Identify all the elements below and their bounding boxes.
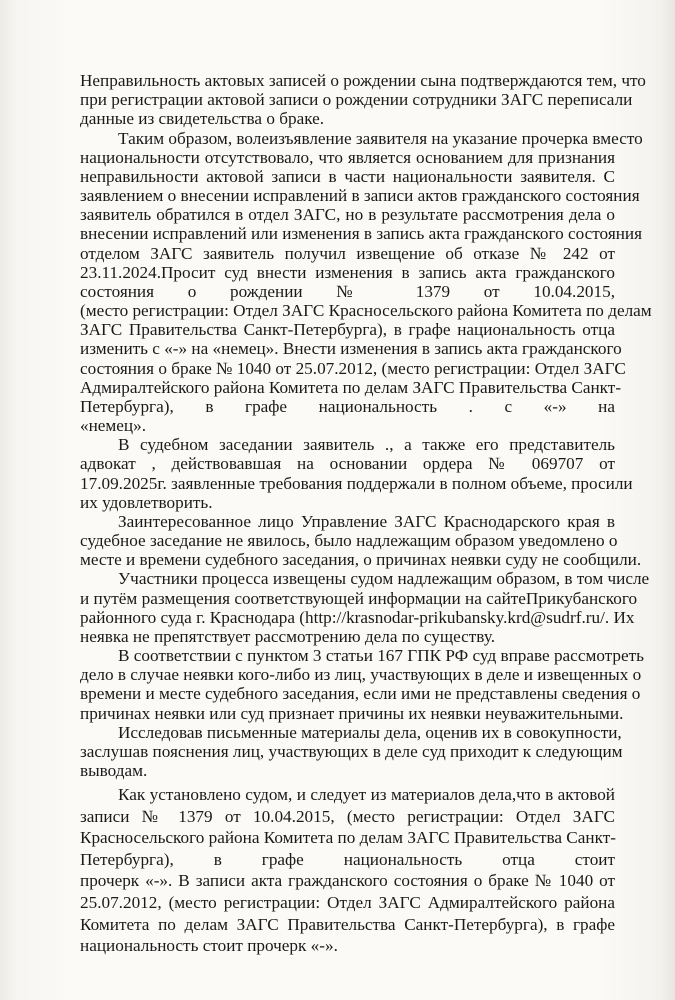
text-line: В соответствии с пунктом 3 статьи 167 ГПК РФ суд вправе рассмотреть xyxy=(118,646,644,665)
text-line: районного суда г. Краснодара (http://krasnodar-prikubansky.krd@sudrf.ru/. Их xyxy=(80,607,635,627)
text-line: Заинтересованное лицо Управление ЗАГС Краснодарского края в xyxy=(118,511,615,531)
text-line: записи № 1379 от 10.04.2015, (место регистрации: Отдел ЗАГС xyxy=(80,806,615,826)
text-line: выводам. xyxy=(80,761,148,780)
text-line: заявлением о внесении исправлений в записи актов гражданского состояния xyxy=(80,186,640,205)
text-line: состояния о рождении № 1379 от 10.04.2015, xyxy=(80,281,615,301)
text-line: (место регистрации: Отдел ЗАГС Красносельского района Комитета по делам xyxy=(80,301,652,320)
text-line: 25.07.2012, (место регистрации: Отдел ЗАГС Адмиралтейского района xyxy=(80,893,615,912)
text-line: Петербурга), в графе национальность отца стоит xyxy=(80,849,615,869)
text-line: Комитета по делам ЗАГС Правительства Санкт-Петербурга), в графе xyxy=(80,914,615,934)
text-line: адвокат , действовавшая на основании ордера № 069707 от xyxy=(80,454,615,474)
text-line: данные из свидетельства о браке. xyxy=(80,109,325,129)
text-line: национальности отсутствовало, что является основанием для признания xyxy=(80,147,615,167)
text-line: заявитель обратился в отдел ЗАГС, но в результате рассмотрения дела о xyxy=(80,205,615,225)
text-line: 23.11.2024.Просит суд внести изменения в запись акта гражданского xyxy=(80,262,615,282)
text-line: судебное заседание не явилось, было надлежащим образом уведомлено о xyxy=(80,531,618,550)
text-line: неправильности актовой записи в части национальности заявителя. С xyxy=(80,166,615,186)
text-line: изменить с «-» на «немец». Внести изменения в запись акта гражданского xyxy=(80,339,622,359)
text-line: прочерк «-». В записи акта гражданского состояния о браке № 1040 от xyxy=(80,871,615,891)
text-line: Петербурга), в графе национальность . с «-» на xyxy=(80,396,615,416)
text-line: Как установлено судом, и следует из материалов дела,что в актовой xyxy=(118,785,615,804)
text-line: Таким образом, волеизъявление заявителя на указание прочерка вместо xyxy=(118,128,643,148)
text-line: Участники процесса извещены судом надлежащим образом, в том числе xyxy=(118,569,650,589)
text-line: времени и месте судебного заседания, если ими не представлены сведения о xyxy=(80,684,641,704)
text-line: заслушав пояснения лиц, участвующих в деле суд приходит к следующим xyxy=(80,741,623,761)
text-line: Красносельского района Комитета по делам ЗАГС Правительства Санкт- xyxy=(80,828,616,848)
text-line: причинах неявки или суд признает причины их неявки неуважительными. xyxy=(80,703,624,723)
text-line: состояния о браке № 1040 от 25.07.2012, (место регистрации: Отдел ЗАГС xyxy=(80,358,626,378)
text-line: «немец». xyxy=(80,416,147,435)
text-line: Адмиралтейского района Комитета по делам ЗАГС Правительства Санкт- xyxy=(80,377,622,397)
text-line: национальность стоит прочерк «-». xyxy=(80,936,338,956)
text-line: отделом ЗАГС заявитель получил извещение об отказе № 242 от xyxy=(80,243,615,263)
text-line: месте и времени судебного заседания, о причинах неявки суду не сообщили. xyxy=(80,550,642,570)
text-line: внесении исправлений или изменения в запись акта гражданского состояния xyxy=(80,224,643,244)
text-line: В судебном заседании заявитель ., а также его представитель xyxy=(118,435,615,455)
text-line: Неправильность актовых записей о рождении сына подтверждаются тем, что xyxy=(80,71,646,90)
text-line: дело в случае неявки кого-либо из лиц, участвующих в деле и извещенных о xyxy=(80,665,642,685)
text-line: при регистрации актовой записи о рождении сотрудники ЗАГС переписали xyxy=(80,90,633,110)
text-line: и путём размещения соответствующей информации на сайтеПрикубанского xyxy=(80,588,638,608)
text-line: неявка не препятствует рассмотрению дела по существу. xyxy=(80,626,495,646)
text-line: ЗАГС Правительства Санкт-Петербурга), в графе национальность отца xyxy=(80,320,615,340)
text-line: их удовлетворить. xyxy=(80,492,213,512)
text-line: 17.09.2025г. заявленные требования поддержали в полном объеме, просили xyxy=(80,473,633,493)
text-line: Исследовав письменные материалы дела, оценив их в совокупности, xyxy=(118,722,622,742)
